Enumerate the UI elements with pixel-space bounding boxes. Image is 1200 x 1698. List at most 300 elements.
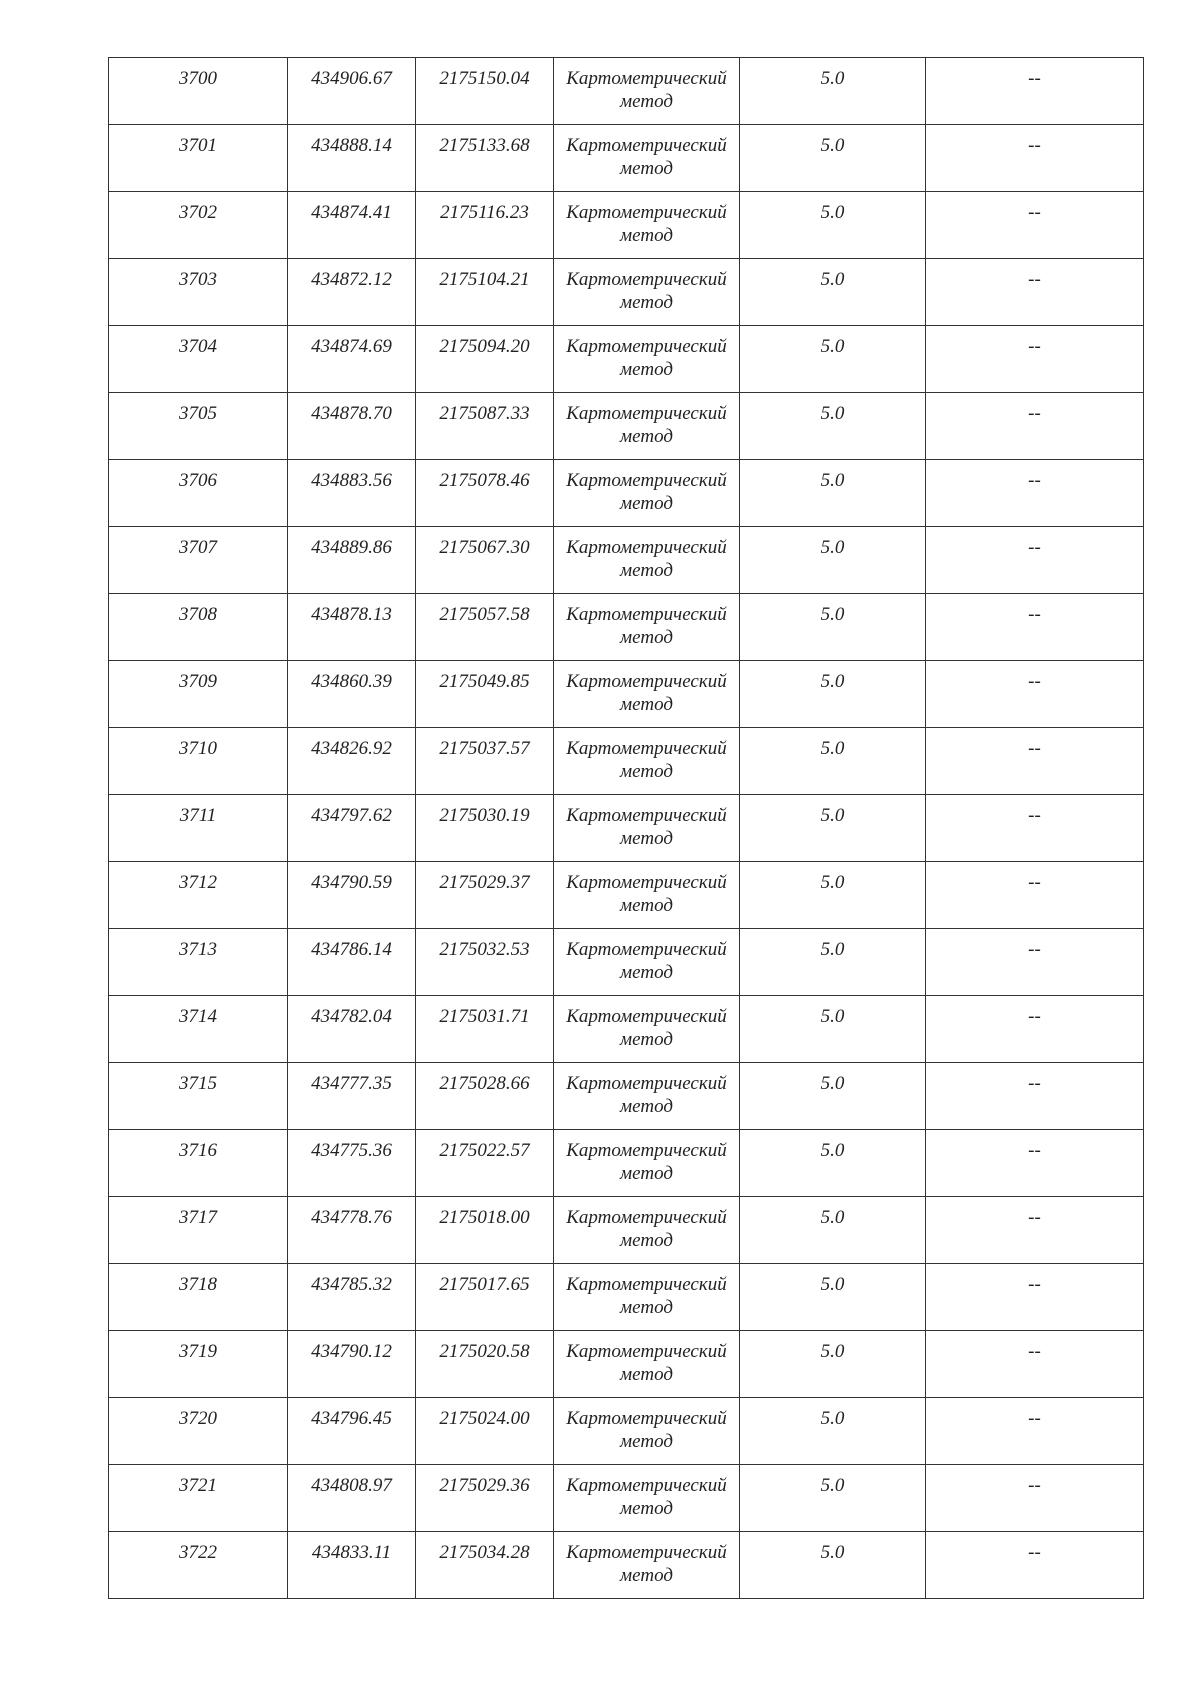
point-number-cell	[109, 594, 288, 661]
table-row	[109, 862, 1144, 929]
table-row	[109, 795, 1144, 862]
point-number-cell	[109, 192, 288, 259]
method-cell-text: Картометрический метод	[566, 336, 727, 380]
y-coordinate-cell	[416, 1063, 554, 1130]
accuracy-cell	[740, 393, 926, 460]
accuracy-cell	[740, 1264, 926, 1331]
method-cell-text: Картометрический метод	[566, 1274, 727, 1318]
method-cell	[554, 594, 740, 661]
y-coordinate-cell-text: 2175020.58	[439, 1341, 530, 1362]
y-coordinate-cell-text: 2175034.28	[439, 1542, 530, 1563]
x-coordinate-cell-text: 434775.36	[311, 1140, 392, 1161]
table-row	[109, 259, 1144, 326]
accuracy-cell-text: 5.0	[820, 604, 845, 625]
method-cell	[554, 795, 740, 862]
method-cell	[554, 393, 740, 460]
y-coordinate-cell	[416, 58, 554, 125]
point-number-cell	[109, 1264, 288, 1331]
y-coordinate-cell	[416, 996, 554, 1063]
table-row	[109, 393, 1144, 460]
accuracy-cell	[740, 125, 926, 192]
x-coordinate-cell	[288, 259, 416, 326]
point-number-cell-text: 3706	[179, 470, 217, 491]
y-coordinate-cell	[416, 1465, 554, 1532]
x-coordinate-cell-text: 434778.76	[311, 1207, 392, 1228]
note-cell-text: --	[1028, 738, 1041, 759]
y-coordinate-cell-text: 2175094.20	[439, 336, 530, 357]
point-number-cell-text: 3710	[179, 738, 217, 759]
x-coordinate-cell	[288, 192, 416, 259]
point-number-cell	[109, 1130, 288, 1197]
table-row	[109, 527, 1144, 594]
y-coordinate-cell-text: 2175022.57	[439, 1140, 530, 1161]
y-coordinate-cell-text: 2175029.36	[439, 1475, 530, 1496]
note-cell-text: --	[1028, 872, 1041, 893]
accuracy-cell	[740, 58, 926, 125]
accuracy-cell-text: 5.0	[820, 1006, 845, 1027]
y-coordinate-cell-text: 2175057.58	[439, 604, 530, 625]
y-coordinate-cell	[416, 259, 554, 326]
note-cell	[926, 661, 1144, 728]
accuracy-cell-text: 5.0	[820, 470, 845, 491]
accuracy-cell-text: 5.0	[820, 738, 845, 759]
point-number-cell	[109, 661, 288, 728]
y-coordinate-cell	[416, 192, 554, 259]
note-cell-text: --	[1028, 269, 1041, 290]
note-cell	[926, 862, 1144, 929]
point-number-cell	[109, 1331, 288, 1398]
x-coordinate-cell	[288, 728, 416, 795]
table-row	[109, 326, 1144, 393]
method-cell	[554, 1465, 740, 1532]
point-number-cell	[109, 125, 288, 192]
method-cell-text: Картометрический метод	[566, 1408, 727, 1452]
note-cell-text: --	[1028, 1408, 1041, 1429]
y-coordinate-cell	[416, 125, 554, 192]
table-row	[109, 192, 1144, 259]
method-cell-text: Картометрический метод	[566, 1341, 727, 1385]
x-coordinate-cell-text: 434782.04	[311, 1006, 392, 1027]
y-coordinate-cell-text: 2175031.71	[439, 1006, 530, 1027]
table-row	[109, 1264, 1144, 1331]
accuracy-cell	[740, 527, 926, 594]
note-cell	[926, 1130, 1144, 1197]
point-number-cell-text: 3705	[179, 403, 217, 424]
note-cell-text: --	[1028, 336, 1041, 357]
x-coordinate-cell-text: 434874.69	[311, 336, 392, 357]
point-number-cell	[109, 326, 288, 393]
note-cell-text: --	[1028, 671, 1041, 692]
accuracy-cell-text: 5.0	[820, 1140, 845, 1161]
y-coordinate-cell	[416, 393, 554, 460]
note-cell-text: --	[1028, 805, 1041, 826]
y-coordinate-cell	[416, 460, 554, 527]
accuracy-cell	[740, 192, 926, 259]
note-cell	[926, 1331, 1144, 1398]
accuracy-cell	[740, 594, 926, 661]
table-row	[109, 460, 1144, 527]
point-number-cell-text: 3711	[179, 805, 217, 826]
point-number-cell	[109, 862, 288, 929]
y-coordinate-cell-text: 2175133.68	[439, 135, 530, 156]
method-cell	[554, 460, 740, 527]
note-cell-text: --	[1028, 202, 1041, 223]
point-number-cell	[109, 795, 288, 862]
y-coordinate-cell-text: 2175028.66	[439, 1073, 530, 1094]
method-cell	[554, 1130, 740, 1197]
x-coordinate-cell	[288, 1331, 416, 1398]
y-coordinate-cell	[416, 929, 554, 996]
method-cell	[554, 862, 740, 929]
note-cell-text: --	[1028, 604, 1041, 625]
method-cell-text: Картометрический метод	[566, 872, 727, 916]
method-cell-text: Картометрический метод	[566, 269, 727, 313]
accuracy-cell	[740, 1063, 926, 1130]
table-row	[109, 1398, 1144, 1465]
y-coordinate-cell-text: 2175030.19	[439, 805, 530, 826]
accuracy-cell-text: 5.0	[820, 1475, 845, 1496]
method-cell	[554, 1197, 740, 1264]
table-row	[109, 594, 1144, 661]
x-coordinate-cell	[288, 1197, 416, 1264]
x-coordinate-cell-text: 434796.45	[311, 1408, 392, 1429]
point-number-cell	[109, 259, 288, 326]
x-coordinate-cell-text: 434786.14	[311, 939, 392, 960]
method-cell-text: Картометрический метод	[566, 403, 727, 447]
note-cell-text: --	[1028, 1006, 1041, 1027]
accuracy-cell-text: 5.0	[820, 1073, 845, 1094]
point-number-cell-text: 3715	[179, 1073, 217, 1094]
x-coordinate-cell-text: 434874.41	[311, 202, 392, 223]
note-cell-text: --	[1028, 1475, 1041, 1496]
accuracy-cell-text: 5.0	[820, 872, 845, 893]
point-number-cell-text: 3703	[179, 269, 217, 290]
y-coordinate-cell-text: 2175018.00	[439, 1207, 530, 1228]
note-cell-text: --	[1028, 1207, 1041, 1228]
method-cell	[554, 1063, 740, 1130]
point-number-cell-text: 3707	[179, 537, 217, 558]
x-coordinate-cell	[288, 125, 416, 192]
note-cell-text: --	[1028, 470, 1041, 491]
accuracy-cell-text: 5.0	[820, 805, 845, 826]
accuracy-cell-text: 5.0	[820, 1207, 845, 1228]
point-number-cell-text: 3708	[179, 604, 217, 625]
accuracy-cell	[740, 1398, 926, 1465]
x-coordinate-cell	[288, 996, 416, 1063]
y-coordinate-cell	[416, 527, 554, 594]
accuracy-cell-text: 5.0	[820, 336, 845, 357]
point-number-cell	[109, 728, 288, 795]
note-cell	[926, 1398, 1144, 1465]
y-coordinate-cell-text: 2175078.46	[439, 470, 530, 491]
accuracy-cell-text: 5.0	[820, 1408, 845, 1429]
x-coordinate-cell	[288, 661, 416, 728]
method-cell-text: Картометрический метод	[566, 604, 727, 648]
x-coordinate-cell	[288, 527, 416, 594]
point-number-cell-text: 3709	[179, 671, 217, 692]
y-coordinate-cell	[416, 1532, 554, 1599]
x-coordinate-cell	[288, 1532, 416, 1599]
table-row	[109, 1532, 1144, 1599]
point-number-cell	[109, 527, 288, 594]
accuracy-cell	[740, 661, 926, 728]
table-row	[109, 1197, 1144, 1264]
x-coordinate-cell-text: 434826.92	[311, 738, 392, 759]
accuracy-cell	[740, 1130, 926, 1197]
point-number-cell-text: 3719	[179, 1341, 217, 1362]
note-cell-text: --	[1028, 1341, 1041, 1362]
y-coordinate-cell-text: 2175024.00	[439, 1408, 530, 1429]
accuracy-cell-text: 5.0	[820, 1341, 845, 1362]
point-number-cell-text: 3714	[179, 1006, 217, 1027]
note-cell	[926, 1465, 1144, 1532]
note-cell-text: --	[1028, 1274, 1041, 1295]
x-coordinate-cell-text: 434808.97	[311, 1475, 392, 1496]
point-number-cell-text: 3716	[179, 1140, 217, 1161]
note-cell	[926, 1264, 1144, 1331]
method-cell	[554, 326, 740, 393]
x-coordinate-cell-text: 434906.67	[311, 68, 392, 89]
note-cell	[926, 125, 1144, 192]
note-cell-text: --	[1028, 1140, 1041, 1161]
accuracy-cell-text: 5.0	[820, 537, 845, 558]
method-cell-text: Картометрический метод	[566, 738, 727, 782]
accuracy-cell	[740, 326, 926, 393]
method-cell	[554, 125, 740, 192]
x-coordinate-cell	[288, 1130, 416, 1197]
method-cell-text: Картометрический метод	[566, 1542, 727, 1586]
accuracy-cell-text: 5.0	[820, 1274, 845, 1295]
note-cell	[926, 326, 1144, 393]
coordinates-table	[108, 57, 1144, 1599]
y-coordinate-cell-text: 2175150.04	[439, 68, 530, 89]
x-coordinate-cell-text: 434797.62	[311, 805, 392, 826]
note-cell	[926, 929, 1144, 996]
method-cell-text: Картометрический метод	[566, 1073, 727, 1117]
y-coordinate-cell	[416, 1264, 554, 1331]
accuracy-cell	[740, 259, 926, 326]
table-row	[109, 1465, 1144, 1532]
method-cell	[554, 58, 740, 125]
method-cell-text: Картометрический метод	[566, 805, 727, 849]
x-coordinate-cell	[288, 1465, 416, 1532]
x-coordinate-cell	[288, 1063, 416, 1130]
y-coordinate-cell	[416, 728, 554, 795]
method-cell-text: Картометрический метод	[566, 1006, 727, 1050]
x-coordinate-cell-text: 434883.56	[311, 470, 392, 491]
point-number-cell	[109, 1398, 288, 1465]
x-coordinate-cell	[288, 594, 416, 661]
point-number-cell-text: 3704	[179, 336, 217, 357]
note-cell	[926, 996, 1144, 1063]
y-coordinate-cell	[416, 1331, 554, 1398]
x-coordinate-cell-text: 434878.70	[311, 403, 392, 424]
accuracy-cell	[740, 1197, 926, 1264]
point-number-cell-text: 3702	[179, 202, 217, 223]
method-cell-text: Картометрический метод	[566, 1140, 727, 1184]
accuracy-cell-text: 5.0	[820, 939, 845, 960]
method-cell-text: Картометрический метод	[566, 1207, 727, 1251]
table-row	[109, 661, 1144, 728]
y-coordinate-cell	[416, 661, 554, 728]
note-cell	[926, 594, 1144, 661]
point-number-cell-text: 3717	[179, 1207, 217, 1228]
accuracy-cell-text: 5.0	[820, 68, 845, 89]
method-cell	[554, 1264, 740, 1331]
accuracy-cell-text: 5.0	[820, 202, 845, 223]
accuracy-cell-text: 5.0	[820, 403, 845, 424]
method-cell	[554, 728, 740, 795]
note-cell	[926, 58, 1144, 125]
y-coordinate-cell-text: 2175037.57	[439, 738, 530, 759]
method-cell	[554, 1532, 740, 1599]
x-coordinate-cell	[288, 795, 416, 862]
note-cell	[926, 1532, 1144, 1599]
y-coordinate-cell	[416, 795, 554, 862]
table-row	[109, 1063, 1144, 1130]
table-row	[109, 996, 1144, 1063]
method-cell	[554, 929, 740, 996]
x-coordinate-cell-text: 434777.35	[311, 1073, 392, 1094]
x-coordinate-cell	[288, 326, 416, 393]
method-cell-text: Картометрический метод	[566, 470, 727, 514]
note-cell-text: --	[1028, 68, 1041, 89]
point-number-cell	[109, 460, 288, 527]
note-cell	[926, 1063, 1144, 1130]
method-cell	[554, 996, 740, 1063]
x-coordinate-cell	[288, 1264, 416, 1331]
y-coordinate-cell-text: 2175032.53	[439, 939, 530, 960]
accuracy-cell	[740, 1331, 926, 1398]
note-cell	[926, 192, 1144, 259]
y-coordinate-cell-text: 2175116.23	[440, 202, 529, 223]
y-coordinate-cell-text: 2175017.65	[439, 1274, 530, 1295]
point-number-cell	[109, 1063, 288, 1130]
method-cell	[554, 1331, 740, 1398]
point-number-cell	[109, 1197, 288, 1264]
accuracy-cell	[740, 996, 926, 1063]
x-coordinate-cell	[288, 1398, 416, 1465]
point-number-cell-text: 3720	[179, 1408, 217, 1429]
y-coordinate-cell-text: 2175049.85	[439, 671, 530, 692]
method-cell	[554, 527, 740, 594]
x-coordinate-cell-text: 434833.11	[311, 1542, 392, 1563]
note-cell-text: --	[1028, 939, 1041, 960]
table-row	[109, 728, 1144, 795]
x-coordinate-cell	[288, 58, 416, 125]
x-coordinate-cell	[288, 929, 416, 996]
note-cell-text: --	[1028, 537, 1041, 558]
point-number-cell-text: 3721	[179, 1475, 217, 1496]
accuracy-cell	[740, 862, 926, 929]
y-coordinate-cell-text: 2175029.37	[439, 872, 530, 893]
accuracy-cell	[740, 1465, 926, 1532]
accuracy-cell	[740, 460, 926, 527]
accuracy-cell-text: 5.0	[820, 671, 845, 692]
table-row	[109, 929, 1144, 996]
method-cell-text: Картометрический метод	[566, 537, 727, 581]
table-row	[109, 58, 1144, 125]
point-number-cell-text: 3712	[179, 872, 217, 893]
method-cell-text: Картометрический метод	[566, 939, 727, 983]
note-cell	[926, 460, 1144, 527]
point-number-cell	[109, 1465, 288, 1532]
point-number-cell	[109, 996, 288, 1063]
x-coordinate-cell	[288, 862, 416, 929]
y-coordinate-cell	[416, 326, 554, 393]
accuracy-cell	[740, 795, 926, 862]
method-cell-text: Картометрический метод	[566, 68, 727, 112]
x-coordinate-cell	[288, 460, 416, 527]
note-cell	[926, 393, 1144, 460]
note-cell	[926, 1197, 1144, 1264]
note-cell	[926, 728, 1144, 795]
note-cell	[926, 527, 1144, 594]
accuracy-cell-text: 5.0	[820, 269, 845, 290]
accuracy-cell	[740, 929, 926, 996]
table-row	[109, 1331, 1144, 1398]
x-coordinate-cell-text: 434888.14	[311, 135, 392, 156]
accuracy-cell	[740, 728, 926, 795]
note-cell-text: --	[1028, 1542, 1041, 1563]
method-cell-text: Картометрический метод	[566, 135, 727, 179]
point-number-cell	[109, 929, 288, 996]
point-number-cell-text: 3701	[179, 135, 217, 156]
y-coordinate-cell-text: 2175067.30	[439, 537, 530, 558]
y-coordinate-cell	[416, 1197, 554, 1264]
method-cell	[554, 259, 740, 326]
x-coordinate-cell-text: 434785.32	[311, 1274, 392, 1295]
x-coordinate-cell-text: 434889.86	[311, 537, 392, 558]
y-coordinate-cell-text: 2175087.33	[439, 403, 530, 424]
note-cell	[926, 795, 1144, 862]
accuracy-cell	[740, 1532, 926, 1599]
note-cell-text: --	[1028, 403, 1041, 424]
point-number-cell-text: 3722	[179, 1542, 217, 1563]
x-coordinate-cell	[288, 393, 416, 460]
table-row	[109, 1130, 1144, 1197]
note-cell-text: --	[1028, 1073, 1041, 1094]
point-number-cell-text: 3718	[179, 1274, 217, 1295]
method-cell	[554, 661, 740, 728]
x-coordinate-cell-text: 434872.12	[311, 269, 392, 290]
y-coordinate-cell	[416, 862, 554, 929]
y-coordinate-cell-text: 2175104.21	[439, 269, 530, 290]
y-coordinate-cell	[416, 1130, 554, 1197]
method-cell	[554, 192, 740, 259]
table-row	[109, 125, 1144, 192]
x-coordinate-cell-text: 434790.12	[311, 1341, 392, 1362]
point-number-cell	[109, 1532, 288, 1599]
accuracy-cell-text: 5.0	[820, 1542, 845, 1563]
method-cell-text: Картометрический метод	[566, 1475, 727, 1519]
point-number-cell	[109, 58, 288, 125]
x-coordinate-cell-text: 434790.59	[311, 872, 392, 893]
method-cell-text: Картометрический метод	[566, 202, 727, 246]
coordinates-table-body	[109, 58, 1144, 1599]
y-coordinate-cell	[416, 594, 554, 661]
point-number-cell-text: 3713	[179, 939, 217, 960]
x-coordinate-cell-text: 434860.39	[311, 671, 392, 692]
point-number-cell	[109, 393, 288, 460]
y-coordinate-cell	[416, 1398, 554, 1465]
accuracy-cell-text: 5.0	[820, 135, 845, 156]
point-number-cell-text: 3700	[179, 68, 217, 89]
note-cell	[926, 259, 1144, 326]
note-cell-text: --	[1028, 135, 1041, 156]
method-cell-text: Картометрический метод	[566, 671, 727, 715]
method-cell	[554, 1398, 740, 1465]
